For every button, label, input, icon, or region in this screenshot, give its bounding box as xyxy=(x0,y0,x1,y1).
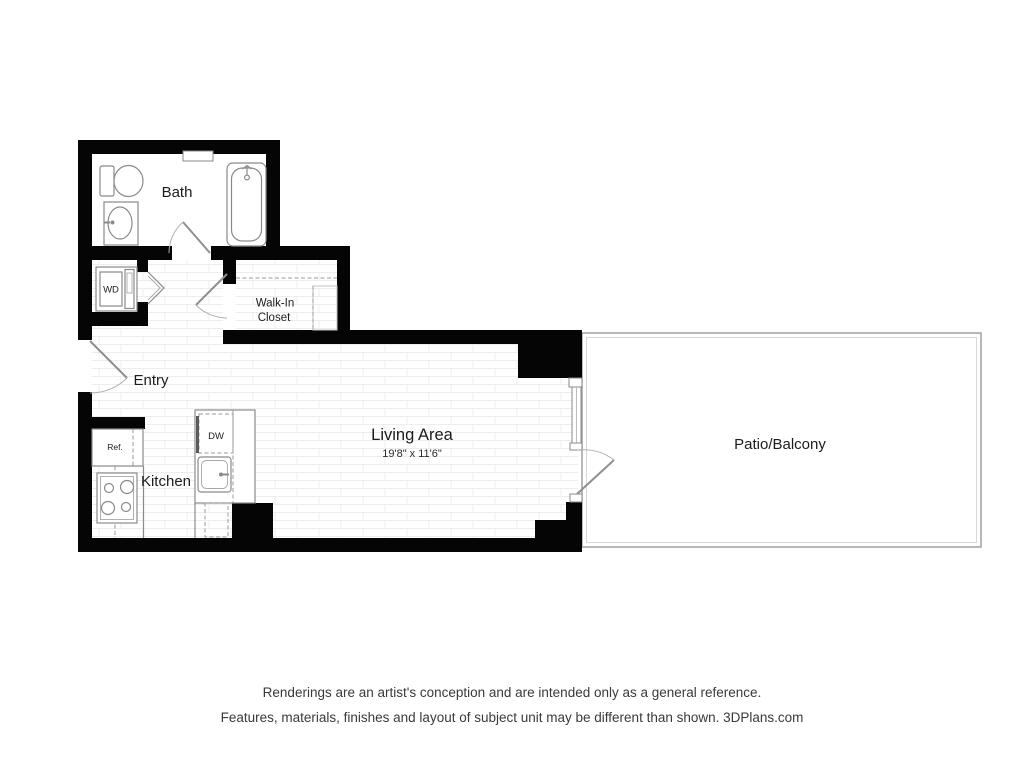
bathtub-icon xyxy=(227,163,266,246)
entry-label: Entry xyxy=(133,372,169,389)
window-jamb-top xyxy=(569,378,582,387)
bathroom-fixtures xyxy=(100,163,266,246)
kitchen-sink-icon xyxy=(198,457,231,492)
dw-label: DW xyxy=(208,431,224,442)
wall-wd-bottom xyxy=(78,312,148,326)
disclaimer xyxy=(0,680,1024,730)
wall-island-stub xyxy=(232,503,273,540)
wall-closet-right xyxy=(337,246,350,344)
floor-texture xyxy=(92,260,578,538)
wall-bath-top xyxy=(78,140,280,154)
wall-column-top-right xyxy=(518,330,582,378)
closet-label-line1: Walk-In xyxy=(255,297,295,310)
patio-label: Patio/Balcony xyxy=(734,436,826,453)
living-area-dimensions: 19'8" x 11'6" xyxy=(382,448,442,460)
patio-door-jamb xyxy=(570,494,582,502)
stove-icon xyxy=(97,473,137,523)
disclaimer-line1: Renderings are an artist's conception and are intended only as a general reference. xyxy=(262,685,762,700)
wall-bottom xyxy=(78,538,582,552)
bath-label: Bath xyxy=(161,184,193,201)
kitchen-label: Kitchen xyxy=(140,473,192,490)
disclaimer-line2: Features, materials, finishes and layout of subject unit may be different than shown. 3DPlans.com xyxy=(220,710,804,725)
wall-wd-jamb-top xyxy=(137,260,148,272)
wall-left-upper xyxy=(78,140,92,340)
wall-left-lower xyxy=(78,392,92,552)
living-area-label: Living Area xyxy=(371,426,453,444)
toilet-icon xyxy=(100,166,143,197)
window-jamb-mid xyxy=(570,443,582,450)
wall-closet-left-jamb xyxy=(223,246,236,284)
wall-tower-bottom-right xyxy=(566,502,582,548)
closet-label-line2: Closet xyxy=(257,312,291,324)
wall-bath-right xyxy=(266,140,280,260)
bath-niche xyxy=(183,151,213,161)
wd-label: WD xyxy=(103,284,119,296)
wall-bath-bottom-left xyxy=(92,246,172,260)
wall-ref-stub xyxy=(92,417,145,429)
vanity-sink-icon xyxy=(104,202,138,245)
ref-label: Ref. xyxy=(107,442,123,452)
bath-door-swing xyxy=(169,222,210,253)
